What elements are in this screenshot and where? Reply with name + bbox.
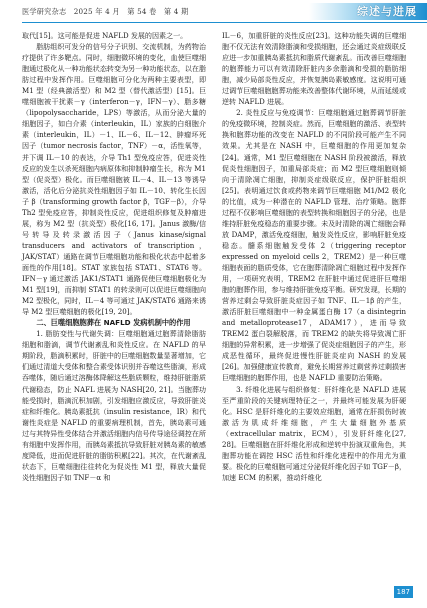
page-header [0, 0, 427, 26]
journal-info: 医学研究杂志 2025 年 4 月 第 54 卷 第 4 期 [22, 7, 189, 16]
header-rule [22, 22, 427, 23]
page-number: 187 [394, 586, 413, 598]
paragraph: 3. 纤维化进展与组织修复：肝纤维化是 NAFLD 进展至严重阶段的关键病理特征之一，并最终可能发展为肝硬化。HSC 是肝纤维化的主要效应细胞，通常在肝损伤时被激活为肌成纤维细胞，产生大量细胞外基质（extracellular matrix，ECM），引发肝纤维化[27, 28]。巨噬细胞在肝纤维化形成和逆转中扮演双重角色，其胞葬功能在调控 HSC 活性和纤维化进程中的作用尤为重要。极化的巨噬细胞可通过分泌促纤维化因子如 TGF－β，加速 ECM 的积累，推动纤维化 [222, 384, 406, 482]
section-banner [309, 3, 427, 20]
section-heading: 二、巨噬细胞胞葬在 NAFLD 发病机制中的作用 [36, 318, 191, 328]
paragraph: 2. 炎性反应与免疫调节：巨噬细胞通过胞葬调节肝脏的免疫微环境，控制炎症。然而，巨噬细胞的激活、表型转换和胞葬功能的改变在 NAFLD 的不同阶段可能产生不同效果。尤其是在 NASH 中，巨噬细胞的作用更加复杂[24]。通常，M1 型巨噬细胞在 NASH 阶段被激活，释放促炎性细胞因子，加重局部炎症；而 M2 型巨噬细胞则倾向于清除凋亡细胞，抑制炎症级联反应，保护肝脏组织[25]。表明通过饮食或药物来调节巨噬细胞 M1/M2 极化的比值，成为一种潜在的 NAFLD 管理、治疗策略。胞葬过程不仅影响巨噬细胞的表型转换和细胞因子的分泌，也是维持肝脏免疫稳态的重要步骤。未及时清除的凋亡细胞会释放 DAMP，激活免疫细胞，触发炎性反应，影响肝脏免疫稳态。髓系细胞触发受体 2（triggering receptor expressed on myeloid cells 2，TREM2）是一种巨噬细胞表面的脂质受体，它在胞葬清除凋亡细胞过程中发挥作用，一项研究表明，TREM2 在肝脏中通过促进肝巨噬细胞的胞葬作用，参与维持肝脏免疫平衡。研究发现，长期的营养过剩会导致肝脏炎症因子如 TNF、IL－1β 的产生，激活肝脏巨噬细胞中一种金属蛋白酶 17（a disintegrin and metalloprotease17，ADAM17），进而导致 TREM2 蛋白裂解脱落，而 TREM2 的缺失将导致凋亡肝细胞的异常积累，进一步增强了促炎症细胞因子的产生，形成恶性循环，最终促进慢性肝脏炎症向 NASH 的发展[26]。加强健康宣传教育，避免长期营养过剩营养过剩损害巨噬细胞的胞葬作用，也是 NAFLD 重要防治策略。 [222, 108, 406, 383]
paragraph: IL－6，加重肝脏的炎性反应[23]。这种功能失调的巨噬细胞不仅无法有效清除脂滴和受损细胞，还会通过炎症级联反应进一步加重胰岛素抵抗和脂质代谢紊乱。而改善巨噬细胞的胞葬能力可以有效清除肝脏内多余脂滴和受损的脂肪细胞，减少局部炎性反应，并恢复胰岛素敏感度。这说明可通过调节巨噬细胞胞葬功能来改善整体代谢环境，从而延缓或逆转 NAFLD 进展。 [222, 31, 406, 107]
paragraph: 脂肪组织可发分的信号分子识别、交流机制，为药物治疗提供了许多靶点。同时，细胞微环境的变化，血使巨噬细胞通过极化从一种功能状态转变为另一种功能状态，以在脂肪过程中发挥作用。巨噬细胞可分化为两种主要表型，即 M1 型（经典激活型）和 M2 型（替代激活型）[15]。巨噬细胞被干扰素－γ（interferon－γ，IFN－γ）、脂多糖（lipopolysaccharide，LPS）等激活，从而分泌大量的细胞因子，如白介素（interleukin，IL）家族的白细胞介素（interleukin，IL）－1、IL－6、IL－12、肿瘤坏死因子（tumor necrosis factor，TNF）－α，活性氧等，并下调 IL－10 的表达，介导 Th1 型免疫应答，促进炎性反应的发生以杀死细胞内病原体和抑制肿瘤生长，称为 M1 型（促炎型）极化。而巨噬细胞被 IL－4、IL－13 等诱导激活，活化后分泌抗炎性细胞因子如 IL－10、转化生长因子 β（transforming growth factor β，TGF－β），介导 Th2 型免疫应答，抑制炎性反应，促进组织修复及肿瘤进展，称为 M2 型（抗炎型）极化[16, 17]。Janus 激酶/信号转导及转录激活因子（Janus kinase/signal transducers and activators of transcription，JAK/STAT）通路在调节巨噬细胞功能和极化状态中起着多面性的作用[18]。STAT 家族包括 STAT1、STAT6 等。IFN－γ 通过激活 JAK1/STAT1 通路促使巨噬细胞极化为 M1 型[19]，而抑制 STAT1 的转录则可以促进巨噬细胞向 M2 型极化，同时，IL－4 等可通过 JAK/STAT6 通路来诱导 M2 型巨噬细胞的极化[19, 20]。 [22, 42, 206, 317]
left-column [22, 30, 206, 483]
paragraph: 取代[15]。这可能是促进 NAFLD 发展的因素之一。 [22, 31, 188, 40]
paragraph: 1. 脂肪变性与代谢失调：巨噬细胞通过胞葬清除脂肪细胞和脂滴，调节代谢紊乱和炎性反应。在 NAFLD 的早期阶段，脂滴积累时，肝脏中的巨噬细胞数量显著增加，它们通过清道大受体和整合素受体识别并吞噬这些脂滴，形成吞噬体，随后通过溶酶体降解这些脂质颗粒，维持肝脏脂质代谢稳态，防止 NAFL 进展为 NASH[20, 21]。当胞葬功能受损时，脂滴沉积加剧，引发细胞应激反应，导致肝脏炎症和纤维化。胰岛素抵抗（insulin resistance，IR）和代谢性炎症是 NAFLD 的重要病理机制，首先，胰岛素可通过与其特异性受体结合并激活细胞内信号传导途径调控在所有细胞中发挥作用，而胰岛素抵抗导致肝脏对胰岛素的敏感度降低，进而促进肝脏的脂肪积累[22]。其次，在代谢紊乱状态下，巨噬细胞往往转化为促炎性 M1 型，释放大量促炎性细胞因子如 TNF－α 和 [22, 329, 206, 482]
right-column [222, 30, 406, 483]
section-title: 综述与进展 [357, 5, 417, 18]
